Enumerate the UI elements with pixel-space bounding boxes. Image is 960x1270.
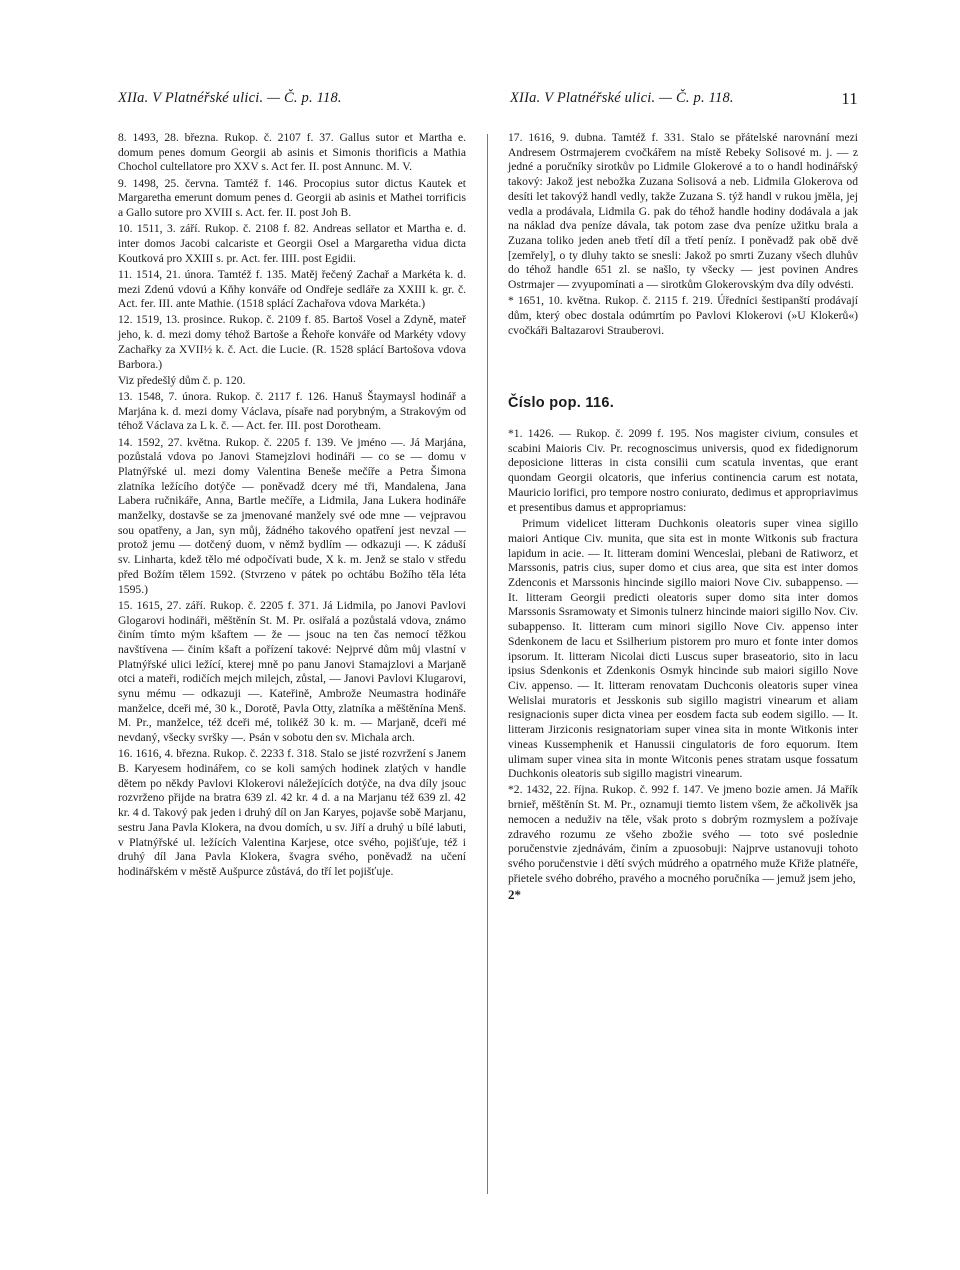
entry-116-2: *2. 1432, 22. října. Rukop. č. 992 f. 147. Ve jmeno bozie amen. Já Mařík brnieř, měštěnín St. M. Pr., oznamuji tiemto listem všem, že ačkolivěk jsa nemocen a neduživ na těle, však proto s dobrým rozmyslem a požívaje zdravého rozumu ze všeho zbožie svého — toto své poslednie poručenstvie zjednávám, činím a zpuosobuji: Najprve ustanovuji tohoto svého poručenstvie i dětí svých múdrého a opatrného muže Křiže platnéře, přietele svého dobrého, pravého a mocného poručníka — jemuž jsem jeho, bbox=[508, 783, 858, 885]
entry-15: 15. 1615, 27. září. Rukop. č. 2205 f. 371. Já Lidmila, po Janovi Pavlovi Glogarovi hodináři, měštěnín St. M. Pr. osiřalá a pozůstalá vdova, známo činím tímto mým kšaftem — že — jsouc na ten čas nemocí těžkou navštívena — činím kšaft a pořízení takové: Nejprvé dům můj vlastní v Platnýřské ulici ležící, kterej mně po panu Janovi Stamajzlovi a Marjaně otci a mateři, rodičích mejch milejch, zůstal, — Janovi Pavlovi Klugarovi, synu mému — odkazuji —. Kateřině, Ambrože Neumastra hodináře manželce, dceři mé, 30 k., Dorotě, Pavla Otty, zlatníka a měštěnína Menš. M. Pr., manželce, též dceři mé, tolikéž 30 k. m. — Marjaně, dceři mé nevdaný, všecky svršky —. Psán v sobotu den sv. Michala arch. bbox=[118, 598, 466, 745]
header-left: XIIa. V Platnéřské ulici. — Č. p. 118. bbox=[118, 90, 342, 106]
right-column bbox=[508, 131, 858, 903]
entry-1651: * 1651, 10. května. Rukop. č. 2115 f. 219. Úředníci šestipanští prodávají dům, který obec dostala odúmrtím po Pavlovi Klokerovi (»U Klokerů«) cvočkáři Baltazarovi Strauberovi. bbox=[508, 294, 858, 337]
entry-116-1: *1. 1426. — Rukop. č. 2099 f. 195. Nos magister civium, consules et scabini Maioris Civ. Pr. recognoscimus universis, quod ex fidedignorum deposicione litteras in cista consilii cum scatula inventas, que erant quondam Georgii olcatoris, que inferius continencia carum est notata, Mauricio lorifici, pro tempore nostro coniurato, dedimus et appropriavimus et presentibus damus et appropriamus: bbox=[508, 427, 858, 514]
entry-17: 17. 1616, 9. dubna. Tamtéž f. 331. Stalo se přátelské narovnání mezi Andresem Ostrmajerem cvočkářem na místě Rebeky Solisové m. j. — z jedné a poručníky sirotkův po Lidmile Glokerové a to o handl hodinářský takový: Jakož jest nebožka Zuzana Solisová a neb. Lidmila Glokerova od desíti let takovýž handl vedly, takže Zuzana S. týž handl v rukou jměla, jej vedla a prodávala, Lidmila G. pak do téhož handle hodiny dodávala a jak na náklad dva peníze dávala, tak potom zase dva peníze užitku brala a Zuzana toliko jeden aneb třetí díl a třetí peníz. I poněvadž pak obě dvě [zemřely], o ty dluhy takto se snesli: Jakož po smrti Zuzany všech dluhův do téhož handle 651 zl. se našlo, ty všecky — jest povinen Andres Ostrmajer — zvyupomínati a — sirotkům Glokerovským dva díly odvésti. bbox=[508, 131, 858, 292]
signature-mark: 2* bbox=[508, 887, 521, 903]
page-number: 11 bbox=[841, 89, 858, 108]
entry-12: 12. 1519, 13. prosince. Rukop. č. 2109 f. 85. Bartoš Vosel a Zdyně, mateř jeho, k. d. mezi domy téhož Bartoše a Řehoře konváře od Markéty vdovy Zachařky za XVII½ k. č. Act. die Lucie. (R. 1528 splácí Bartošova vdova Barbora.) bbox=[118, 313, 466, 371]
entry-8: 8. 1493, 28. března. Rukop. č. 2107 f. 37. Gallus sutor et Martha e. domum penes domum Georgii ab asinis et Simonis thorificis a Mathia Chochol cultellatore pro XXV s. Act fer. II. post Annunc. M. V. bbox=[118, 131, 466, 174]
header-center: XIIa. V Platnéřské ulici. — Č. p. 118. bbox=[510, 90, 734, 106]
entry-13: 13. 1548, 7. února. Rukop. č. 2117 f. 126. Hanuš Štaymaysl hodinář a Marjána k. d. mezi domy Václava, písaře nad porybným, a Strakovým od téhož Václava za L k. č. — Act. fer. III. post Dorotheam. bbox=[118, 389, 466, 433]
entry-11: 11. 1514, 21. února. Tamtéž f. 135. Matěj řečený Zachař a Markéta k. d. mezi Zdenú vdovú a Kňhy konváře od Ondřeje sedláře za XXIII k. gr. č. Act. fer. III. ante Mathie. (1518 splácí Zachařova vdova Markéta.) bbox=[118, 267, 466, 311]
entry-16: 16. 1616, 4. března. Rukop. č. 2233 f. 318. Stalo se jisté rozvržení s Janem B. Karyesem hodinářem, co se koli samých hodinek zlatých v handle dětem po někdy Pavlovi Klokerovi náležejících dotýče, na dva díly jsouc rozvrženo přijde na bratra 639 zl. 42 kr. 4 d. a na Marjanu též 639 zl. 42 kr. 4 d. Takový pak jeden i druhý díl on Jan Karyes, pojavše sobě Marjanu, sestru Jana Pavla Klokera, na dvou domích, u sv. Jiří a druhý u bílé labuti, v Platnýřské ul. ležících Valentina Karjese, otce svého, pojišťuje, též i druhý díl Jana Pavla Klokera, švagra svého, poněvadž na učení hodinářském v městě Aušpurce zůstává, do tří let pojišťuje. bbox=[118, 747, 466, 878]
latin-quote: Primum videlicet litteram Duchkonis oleatoris super vinea sigillo maiori Antique Civ. munita, que sita est in monte Witkonis sub fractura lapidum in acie. — It. litteram domini Wenceslai, plebani de Ratiworz, et Marssonis, patris cius, super domo et cius area, que sita est inter domos Zdenconis et Marssonis hincinde sigillo maiori Nove Civ. subappenso. — It. litteram Georgii predicti oleatoris super domo sita inter domos Marssonis Ssramowaty et Simonis tulnerz hincinde maiori sigillo Nov. Civ. subappenso. It. litteram cum minori sigillo Nove Civ. appenso inter Sdenkonem de lacu et Ssilherium pistorem pro muro et fonte inter domos ipsorum. It. litteram Nicolai dicti Luscus super braseatorio, sito in lacu ipsius Sdenkonis et Zdenkonis Osmyk hincinde sub maiori sigillo Nove Civ. appenso. — It. litteram renovatam Duchconis oleatoris super vinea Welislai muratoris et Jesskonis sub sigillo magistri vinearum et aliam resignacionis super dicta vinea per eosdem facta sub eodem sigillo. — It. litteram Jirziconis resignatoriam super vinea sita in monte Witkonis inter vineas Kussemphenik et Hanussii cingulatoris de foro equorum. Item ulimam super vinea sita in monte Witconis penes stratam usque fossatum Duchkonis oleatoris sub sigillo magistri vinearum. bbox=[508, 517, 858, 781]
cross-reference: Viz předešlý dům č. p. 120. bbox=[118, 373, 246, 387]
entry-9: 9. 1498, 25. června. Tamtéž f. 146. Procopius sutor dictus Kautek et Margaretha emerunt domum penes d. Georgii ab asinis et Mathei torrificis a Gallo sutore pro XVIII s. Act. fer. II. post Joh B. bbox=[118, 176, 466, 220]
entry-10: 10. 1511, 3. září. Rukop. č. 2108 f. 82. Andreas sellator et Martha e. d. inter domos Jacobi calcariste et Georgii Osel a Margaretha vidua dicta Koutková pro XXIII s. pr. Act. fer. IIII. post Egidii. bbox=[118, 222, 466, 265]
left-column bbox=[118, 131, 466, 881]
running-header bbox=[118, 90, 858, 114]
section-title: Číslo pop. 116. bbox=[508, 395, 615, 412]
column-divider bbox=[487, 134, 488, 1194]
entry-14: 14. 1592, 27. května. Rukop. č. 2205 f. 139. Ve jméno —. Já Marjána, pozůstalá vdova po Janovi Stamejzlovi hodináři — co se — domu v Platnýřské ul. mezi domy Valentina Beneše mečíře a Petra Šimona zlatníka ležícího dotýče — poněvadž dcery mé tři, Mandalena, Jana Labera ručnikáře, Anna, Bartle mečíře, a Lidmila, Jana Lukera hodináře manželky, dostavše se za jmenované manžely své ode mne — vejpravou sou opatřeny, a Jan, syn můj, žádného takového opatření jest nevzal — protož jemu — dotčený duom, v němž bydlím — odkazuji —. K záduší sv. Linharta, kdež tělo mé odpočívati bude, X k. m. Jenž se stalo v středu před Božím tělem 1592. (Stvrzeno v pátek po ochtábu Božího těla léta 1595.) bbox=[118, 435, 466, 596]
